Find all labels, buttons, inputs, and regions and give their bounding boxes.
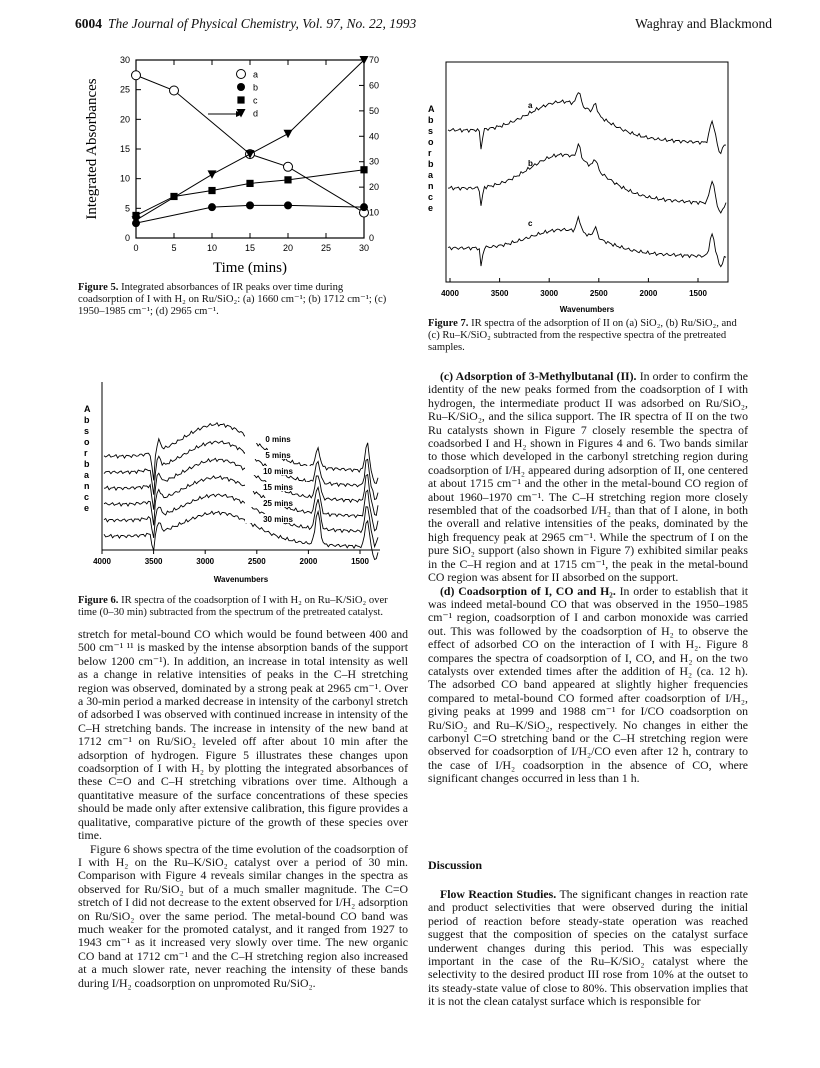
series-c [132,166,367,219]
data-point-d [208,170,217,179]
trace-label: a [528,101,533,110]
figure-5-caption-label: Figure 5. [78,282,119,293]
spectrum-trace [448,93,726,154]
flow-text: The significant changes in reaction rate and product selectivities that were observed during the initial period of reaction before steady-state operation was reached suggest that the composition of species on the catalyst surface underwent changes during this period. This was especially important in the case of the Ru–K/SiO₂ catalyst where the selectivity to the desired product III rose from 10% at the outset to its steady-state value of close to 80%. This observation implies that it is not the clean catalyst surface which is responsible for [428,887,748,1009]
x-tick-label: 3000 [196,557,215,566]
x-tick-label: 3500 [490,289,509,298]
y-left-tick-label: 20 [119,114,130,125]
y-axis-letter: s [84,426,90,436]
y-axis-letter: e [84,503,90,513]
figure-7-caption-text: IR spectra of the adsorption of II on (a) SiO₂, (b) Ru/SiO₂, and (c) Ru–K/SiO₂ subtracted from the respective spectra of the pretreated samples. [428,318,737,353]
data-point-b [246,201,254,209]
y-left-tick-label: 10 [119,173,130,184]
section-d-heading: (d) Coadsorption of I, CO and H₂. [440,583,616,598]
y-right-tick-label: 50 [369,105,380,116]
y-left-tick-label: 25 [119,84,130,95]
y-left-tick-label: 30 [119,55,130,65]
y-axis-letter: c [428,192,434,202]
data-point-c [360,166,367,173]
left-paragraph-1: stretch for metal-bound CO which would be found between 400 and 500 cm⁻¹ ¹¹ is masked by the intense absorption bands of the support below 1200 cm⁻¹). In addition, an increase in total intensity as well as a change in relative intensities of peaks in the C–H stretching region was observed, dominated by a strong peak at 2965 cm⁻¹. Over a 30-min period a marked decrease in intensity of the carbonyl stretch of adsorbed I was observed with continued increase in intensity of the C–H stretching bands. The increase in intensity of the new band at 1712 cm⁻¹ on Ru/SiO₂ leveled off after about 10 min after the adsorption of hydrogen. Figure 5 illustrates these changes upon coadsorption of I with H₂ by plotting the integrated absorbances of these C=O and C–H stretching vibrations over time. Although a quantitative measure of the surface concentrations of these species should be made only after extensive calibration, this figure provides a qualitative, comparative picture of the growth of these species over time. [78,627,408,843]
spectrum-trace [104,511,378,559]
data-point-a [170,86,179,95]
y-axis-letter: c [84,492,90,502]
section-d [428,585,748,786]
y-left-tick-label: 15 [119,144,130,154]
section-d-text: In order to establish that it was indeed metal-bound CO that was observed in the 1950–1985 cm⁻¹ region, coadsorption of I and carbon monoxide was carried out. This was followed by the coadsorption of H₂ to observe the effect of adsorbed CO on the interaction of I with H₂. Figure 8 compares the spectra of coadsorption of I, CO, and H₂ on the two catalysts over extended times after the addition of H₂ (ca. 12 h). The adsorbed CO band appeared at slightly higher frequencies compared to metal-bound CO formed after coadsorption of I/H₂, giving peaks at 1999 and 1988 cm⁻¹ for I/CO coadsorption on Ru/SiO₂ and Ru–K/SiO₂, respectively. No changes in either the carbonyl C=O stretching band or the C–H stretching region were observed for coadsorption of I/H₂/CO even after 12 h, contrary to the case of I/H₂ coadsorption in the absence of CO, where significant changes occurred in less than 1 h. [428,583,749,786]
legend-label-a: a [253,69,259,80]
x-tick-label: 2500 [589,289,608,298]
header-authors: Waghray and Blackmond [635,16,772,31]
y-axis-letter: n [428,181,434,191]
header-left [75,16,416,32]
legend-marker-c [237,96,244,103]
plot-frame [446,62,728,282]
y-axis-letter: o [84,437,90,447]
x-tick-label: 20 [282,243,294,253]
legend-label-d: d [253,108,259,119]
x-tick-label: 1500 [689,289,707,298]
x-tick-label: 1500 [351,557,369,566]
right-column-text [428,370,748,786]
data-point-a [132,71,141,80]
section-c [428,370,748,585]
figure-5-chart [78,48,398,286]
journal-title: The Journal of Physical Chemistry, Vol. 97, No. 22, 1993 [108,16,417,31]
figure-5-caption [78,282,400,318]
x-tick-label: 4000 [93,557,111,566]
trace-label: 30 mins [263,515,293,524]
spectrum-trace [448,144,726,213]
trace-label: c [528,219,533,228]
y-right-tick-label: 30 [369,156,380,167]
y-axis-letter: a [84,470,90,480]
flow-heading: Flow Reaction Studies. [440,887,557,901]
trace-label: 25 mins [263,499,293,508]
plot-frame [136,60,364,238]
figure-7-caption-label: Figure 7. [428,318,469,329]
y-axis-letter: b [428,115,434,125]
x-axis-title: Wavenumbers [213,575,269,584]
y-axis-letter: b [84,415,90,425]
legend-marker-b [237,83,245,91]
x-tick-label: 2000 [299,557,318,566]
y-right-tick-label: 70 [369,55,380,65]
data-point-b [360,203,368,211]
x-axis-title: Wavenumbers [559,305,615,314]
data-point-d [284,130,293,139]
trace-label: b [528,159,533,168]
y-axis-letter: r [428,148,432,158]
figure-6-caption [78,595,400,619]
data-point-b [284,201,292,209]
figure-5-caption-text: Integrated absorbances of IR peaks over time during coadsorption of I with H₂ on Ru/SiO₂: (a) 1660 cm⁻¹; (b) 1712 cm⁻¹; (c) 1950–1985 cm⁻¹; (d) 2965 cm⁻¹. [78,282,387,317]
legend-label-c: c [253,95,258,106]
y-axis-letter: A [428,104,435,114]
y-axis-letter: o [428,137,434,147]
trace-label: 10 mins [263,467,293,476]
y-left-tick-label: 0 [124,233,130,243]
figure-6-spectra [80,378,400,590]
y-right-tick-label: 10 [369,207,380,218]
page-number: 6004 [75,16,102,31]
figure-7-spectra [416,48,746,314]
y-axis-title: Integrated Absorbances [84,78,100,220]
left-paragraph-2: Figure 6 shows spectra of the time evolution of the coadsorption of I with H₂ on the Ru–K/SiO₂ catalyst over a period of 30 min. Comparison with Figure 4 reveals similar changes in the spectra as observed for Ru/SiO₂ but of a much smaller magnitude. The C=O stretch of I did not decrease to the extent observed for I/H₂ adsorption on Ru/SiO₂ over the same period. The metal-bound CO band was much weaker for the promoted catalyst, and it ranged from 1927 to 1943 cm⁻¹ as it increased very slowly over time. The new organic CO band at 1712 cm⁻¹ and the C–H stretching region also increased at a much slower rate, never reaching the intensity of these bands during I/H₂ coadsorption on unpromoted Ru/SiO₂. [78,841,408,990]
series-b [132,201,368,227]
data-point-c [284,176,291,183]
legend-marker-a [237,70,246,79]
y-axis-letter: r [84,448,88,458]
x-tick-label: 2000 [639,289,658,298]
spectrum-trace [104,423,378,484]
y-left-tick-label: 5 [124,203,130,214]
y-right-tick-label: 0 [369,233,375,243]
discussion-heading: Discussion [428,858,483,872]
y-right-tick-label: 40 [369,131,380,142]
figure-6-caption-text: IR spectra of the coadsorption of I with H₂ on Ru–K/SiO₂ over time (0–30 min) subtracted from the spectrum of the pretreated catalyst. [78,595,388,618]
x-tick-label: 5 [171,243,177,253]
page-header [75,16,772,38]
trace-label: 5 mins [265,451,291,460]
y-axis-letter: a [428,170,434,180]
spectrum-trace [104,441,378,500]
data-point-c [208,187,215,194]
series-a [132,71,369,217]
y-axis-letter: A [84,404,91,414]
y-axis-letter: b [84,459,90,469]
spectrum-trace [104,458,378,515]
data-point-c [246,180,253,187]
trace-label: 0 mins [265,435,291,444]
y-axis-letter: n [84,481,90,491]
legend-label-b: b [253,82,259,93]
x-tick-label: 30 [358,243,370,253]
data-point-a [284,162,293,171]
flow-paragraph [428,888,748,1009]
y-axis-letter: b [428,159,434,169]
x-tick-label: 2500 [247,557,266,566]
x-tick-label: 15 [244,243,256,253]
flow-section [428,888,748,1009]
data-point-b [208,203,216,211]
x-tick-label: 3500 [144,557,163,566]
figure-7-caption [428,318,748,354]
figure-6-caption-label: Figure 6. [78,595,119,606]
series-line-a [136,75,364,212]
x-tick-label: 10 [206,243,218,253]
x-tick-label: 3000 [540,289,559,298]
x-tick-label: 4000 [441,289,459,298]
y-right-tick-label: 60 [369,80,380,91]
y-axis-letter: e [428,203,434,213]
section-c-heading: (c) Adsorption of 3-Methylbutanal (II). [440,369,637,383]
x-axis-title: Time (mins) [212,260,288,276]
y-axis-letter: s [428,126,434,136]
spectrum-trace [448,217,726,267]
x-tick-label: 0 [133,243,139,253]
section-c-text: In order to confirm the identity of the new peaks formed from the coadsorption of I with hydrogen, the intermediate product II was adsorbed on Ru/SiO₂, Ru–K/SiO₂, and the silica support. The IR spectra of II on the two Ru catalysts shown in Figure 7 closely resemble the spectra of coadsorbed I and H₂ shown in Figures 4 and 6. Two bands similar to those which developed in the carbonyl stretching region during coadsorption of I/H₂ appeared during adsorption of II, one centered at about 1715 cm⁻¹ and the other in the metal-bound CO region of about 1960–1970 cm⁻¹. The C–H stretching region more closely resembled that of the coadsorbed I/H₂ than that of I alone, in both the overall and relative intensities of the peaks, dominated by the high frequency peak at 2965 cm⁻¹. While the spectrum of I on the pure SiO₂ support (also shown in Figure 7) exhibited similar peaks in the C–H region and at 1715 cm⁻¹, the peak in the metal-bound CO region was absent for II absorbed on the support. [428,369,749,585]
y-right-tick-label: 20 [369,182,380,193]
series-line-d [136,60,364,220]
trace-label: 15 mins [263,483,293,492]
left-column-text [78,628,408,990]
x-tick-label: 25 [320,243,332,253]
